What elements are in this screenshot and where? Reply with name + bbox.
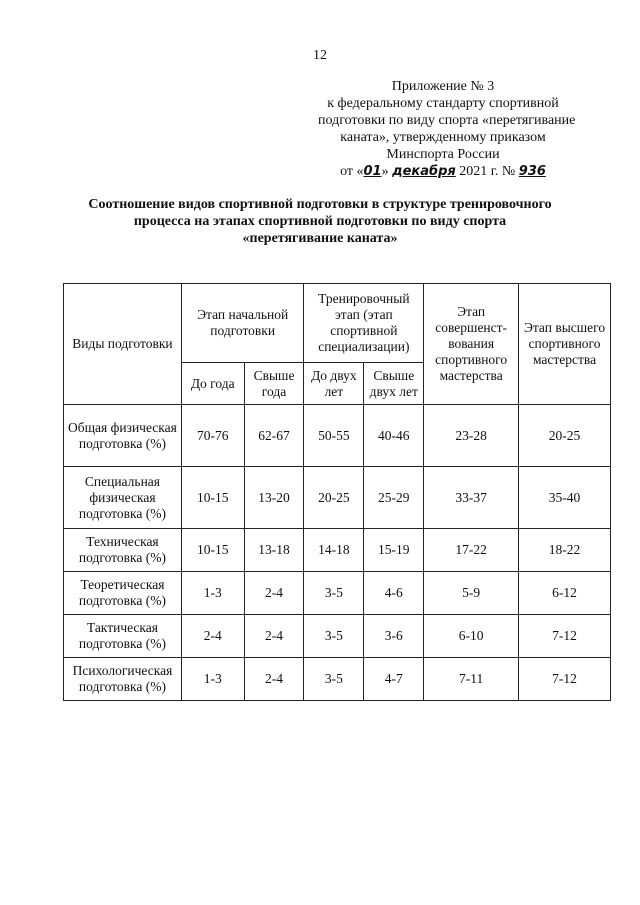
table-row xyxy=(64,615,611,658)
table-cell: 7-12 xyxy=(519,658,611,701)
table-cell: 3-5 xyxy=(304,615,364,658)
row-label: Техническая подготовка (%) xyxy=(64,529,182,572)
table-row xyxy=(64,572,611,615)
header-initial-sub2: Свыше года xyxy=(244,363,304,405)
annex-line: подготовки по виду спорта «перетягивание xyxy=(318,113,576,128)
table-cell: 5-9 xyxy=(424,572,519,615)
table-cell: 13-18 xyxy=(244,529,304,572)
table-row xyxy=(64,529,611,572)
header-training-stage: Тренировочный этап (этап спортивной специализации) xyxy=(304,284,424,363)
date-suffix: 2021 г. № xyxy=(459,164,516,179)
row-label: Теоретическая подготовка (%) xyxy=(64,572,182,615)
table-cell: 20-25 xyxy=(519,405,611,467)
table-cell: 18-22 xyxy=(519,529,611,572)
row-label: Психологическая подготовка (%) xyxy=(64,658,182,701)
table-cell: 2-4 xyxy=(244,658,304,701)
header-improvement-stage: Этап совершенст-вования спортивного мастерства xyxy=(424,284,519,405)
table-cell: 1-3 xyxy=(181,572,244,615)
annex-title: Приложение № 3 xyxy=(391,79,495,94)
header-initial-sub1: До года xyxy=(181,363,244,405)
table-cell: 6-12 xyxy=(519,572,611,615)
handwritten-order-number: 936 xyxy=(518,164,546,179)
document-title xyxy=(60,196,580,247)
table-cell: 7-12 xyxy=(519,615,611,658)
table-cell: 25-29 xyxy=(364,467,424,529)
table-cell: 40-46 xyxy=(364,405,424,467)
header-types: Виды подготовки xyxy=(64,284,182,405)
table-cell: 62-67 xyxy=(244,405,304,467)
table-row xyxy=(64,658,611,701)
date-mid: » xyxy=(381,164,389,179)
table-cell: 4-7 xyxy=(364,658,424,701)
annex-line: Минспорта России xyxy=(386,147,500,162)
annex-block xyxy=(318,78,576,180)
table-cell: 23-28 xyxy=(424,405,519,467)
order-date-line xyxy=(318,163,568,180)
handwritten-day: 01 xyxy=(363,164,382,179)
table-cell: 14-18 xyxy=(304,529,364,572)
table-cell: 15-19 xyxy=(364,529,424,572)
header-higher-stage: Этап высшего спортивного мастерства xyxy=(519,284,611,405)
title-line: процесса на этапах спортивной подготовки по виду спорта xyxy=(133,214,507,229)
title-line: «перетягивание каната» xyxy=(242,231,398,246)
table-cell: 2-4 xyxy=(244,572,304,615)
handwritten-month: декабря xyxy=(392,164,456,179)
table-cell: 10-15 xyxy=(181,467,244,529)
row-label: Специальная физическая подготовка (%) xyxy=(64,467,182,529)
table-cell: 6-10 xyxy=(424,615,519,658)
table-cell: 2-4 xyxy=(181,615,244,658)
header-training-sub2: Свыше двух лет xyxy=(364,363,424,405)
annex-line: каната», утвержденному приказом xyxy=(340,130,546,145)
table-cell: 7-11 xyxy=(424,658,519,701)
table-cell: 4-6 xyxy=(364,572,424,615)
title-line: Соотношение видов спортивной подготовки в структуре тренировочного xyxy=(88,197,552,212)
table-cell: 3-6 xyxy=(364,615,424,658)
row-label: Тактическая подготовка (%) xyxy=(64,615,182,658)
table-row xyxy=(64,405,611,467)
table-cell: 70-76 xyxy=(181,405,244,467)
table-cell: 10-15 xyxy=(181,529,244,572)
table-cell: 3-5 xyxy=(304,658,364,701)
table-cell: 13-20 xyxy=(244,467,304,529)
table-row xyxy=(64,467,611,529)
table-cell: 3-5 xyxy=(304,572,364,615)
header-training-sub1: До двух лет xyxy=(304,363,364,405)
training-ratio-table xyxy=(63,283,611,701)
date-prefix: от « xyxy=(340,164,364,179)
annex-line: к федеральному стандарту спортивной xyxy=(327,96,559,111)
header-initial-stage: Этап начальной подготовки xyxy=(181,284,304,363)
table-cell: 2-4 xyxy=(244,615,304,658)
table-cell: 35-40 xyxy=(519,467,611,529)
row-label: Общая физическая подготовка (%) xyxy=(64,405,182,467)
page-number: 12 xyxy=(313,48,327,63)
table-cell: 17-22 xyxy=(424,529,519,572)
table-cell: 33-37 xyxy=(424,467,519,529)
table-cell: 1-3 xyxy=(181,658,244,701)
table-cell: 50-55 xyxy=(304,405,364,467)
table-cell: 20-25 xyxy=(304,467,364,529)
